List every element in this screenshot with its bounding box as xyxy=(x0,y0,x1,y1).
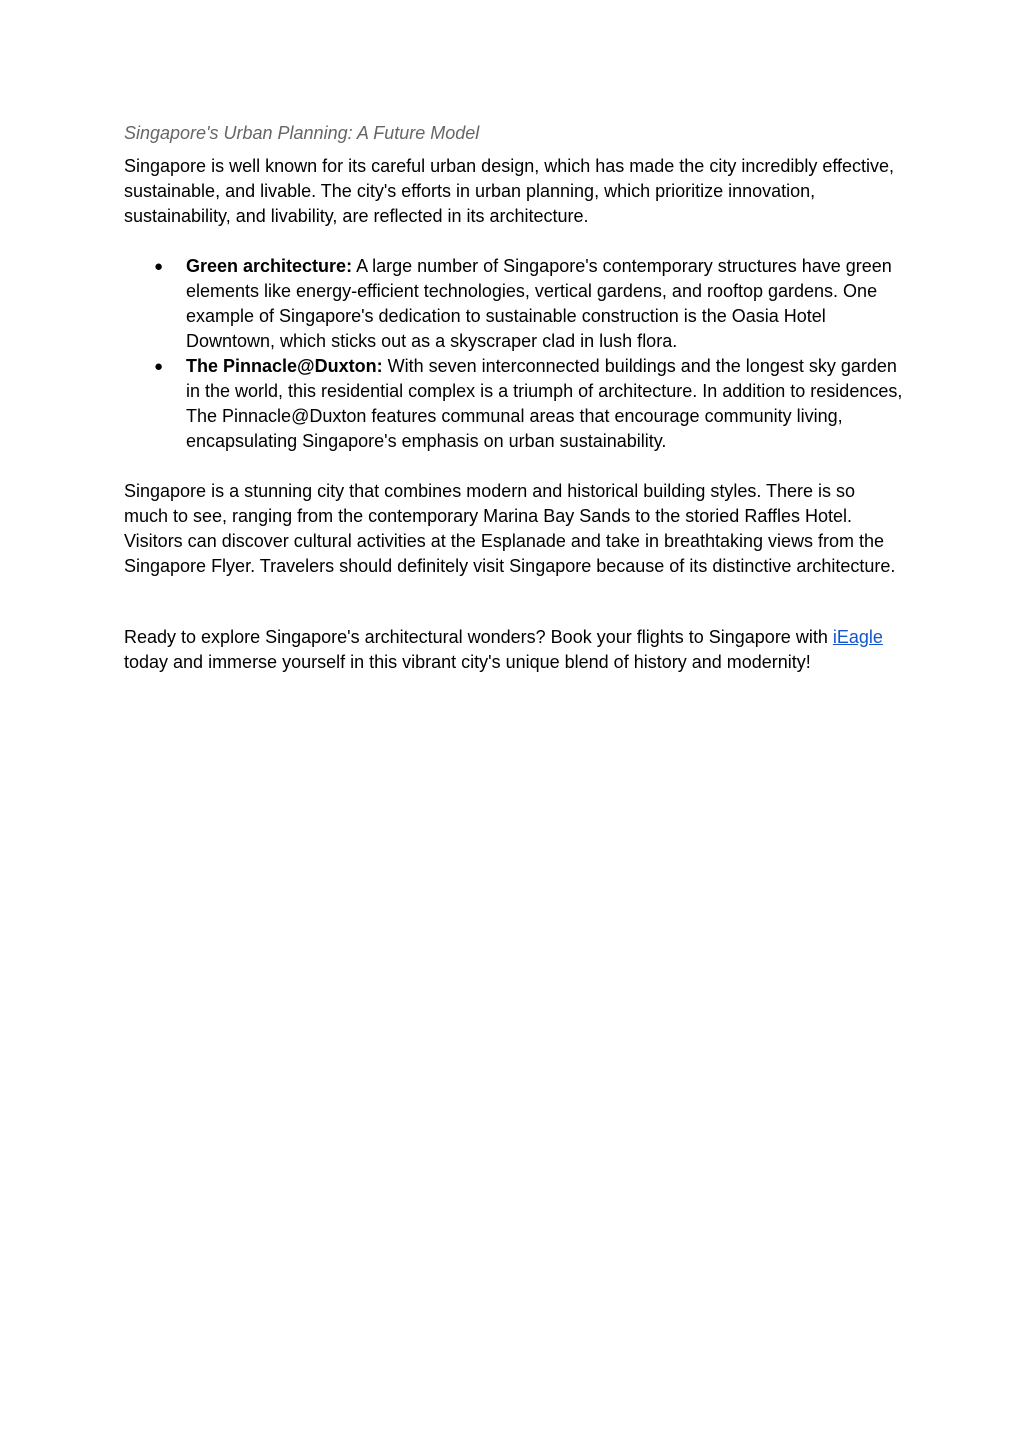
list-item-text: A large number of Singapore's contemporary structures have green elements like energy-efficient technologies, vertical gardens, and rooftop gardens. One example of Singapore's dedication to sustainable construction is the Oasia Hotel Downtown, which sticks out as a skyscraper clad in lush flora. xyxy=(186,256,892,351)
cta-text-after: today and immerse yourself in this vibrant city's unique blend of history and modernity! xyxy=(124,652,811,672)
list-item-pinnacle-duxton xyxy=(154,354,904,454)
bullet-list xyxy=(124,254,904,454)
intro-paragraph: Singapore is well known for its careful urban design, which has made the city incredibly effective, sustainable, and livable. The city's efforts in urban planning, which prioritize innovation, sustainability, and livability, are reflected in its architecture. xyxy=(124,156,895,226)
paragraph-spacer xyxy=(124,579,904,625)
list-item-title: The Pinnacle@Duxton: xyxy=(186,356,383,376)
list-item-text: With seven interconnected buildings and the longest sky garden in the world, this residential complex is a triumph of architecture. In addition to residences, The Pinnacle@Duxton features communal areas that encourage community living, encapsulating Singapore's emphasis on urban sustainability. xyxy=(186,356,903,451)
bullet-icon: ● xyxy=(154,258,164,275)
ieagle-link[interactable]: iEagle xyxy=(832,627,883,647)
list-item-green-architecture xyxy=(154,254,904,354)
document-subtitle: Singapore's Urban Planning: A Future Model xyxy=(124,123,480,143)
summary-paragraph: Singapore is a stunning city that combines modern and historical building styles. There is so much to see, ranging from the contemporary Marina Bay Sands to the storied Raffles Hotel. Visitors can discover cultural activities at the Esplanade and take in breathtaking views from the Singapore Flyer. Travelers should definitely visit Singapore because of its distinctive architecture. xyxy=(124,481,896,576)
list-item-title: Green architecture: xyxy=(186,256,353,276)
bullet-icon: ● xyxy=(154,358,164,375)
cta-paragraph xyxy=(124,625,904,675)
document-page xyxy=(124,121,904,675)
cta-text-before: Ready to explore Singapore's architectural wonders? Book your flights to Singapore with xyxy=(124,627,833,647)
